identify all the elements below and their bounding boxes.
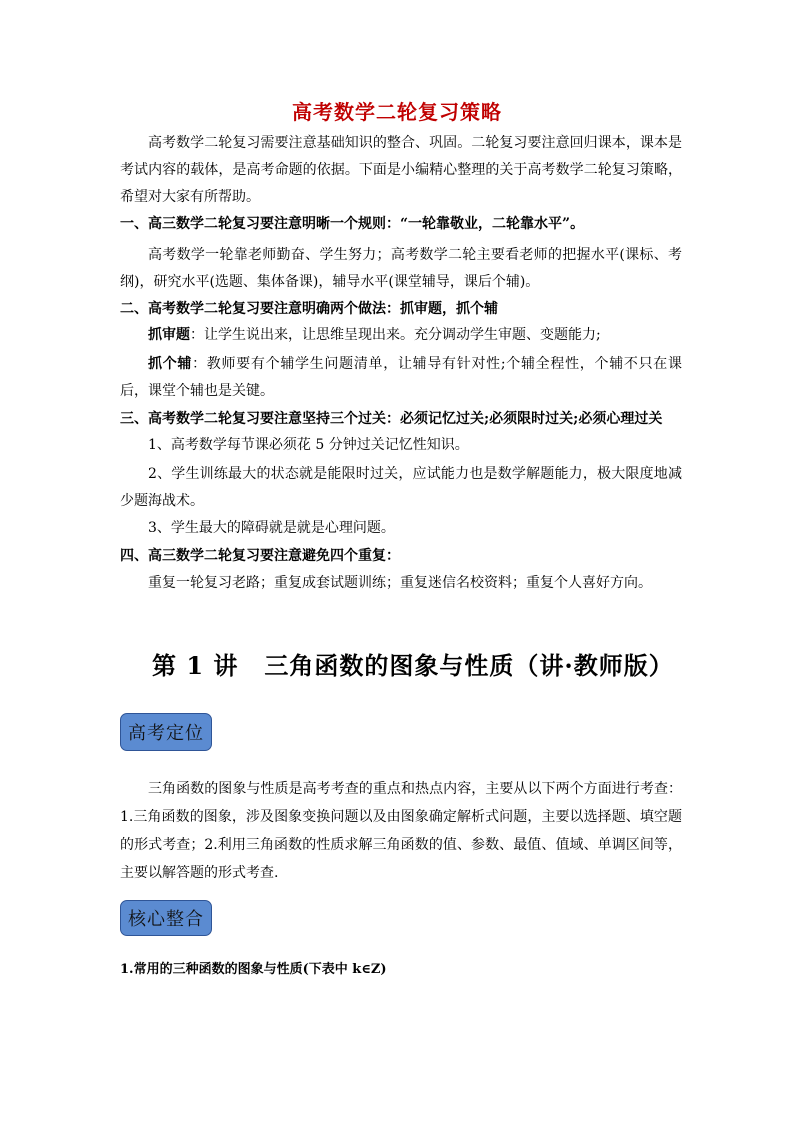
shenti-label: 抓审题 xyxy=(148,327,190,343)
section1-heading: 一、高三数学二轮复习要注意明晰一个规则：“一轮靠敬业，二轮靠水平”。 xyxy=(120,216,585,232)
subsection-heading: 1.常用的三种函数的图象与性质(下表中 k∈Z) xyxy=(120,962,387,977)
section2-item-shenti xyxy=(120,322,682,349)
section1-body: 高考数学一轮靠老师勤奋、学生努力；高考数学二轮主要看老师的把握水平(课标、考纲)，研究水平(选题、集体备课)，辅导水平(课堂辅导，课后个辅)。 xyxy=(120,247,682,290)
gefu-label: 抓个辅 xyxy=(148,356,193,372)
section3-heading: 三、高考数学二轮复习要注意坚持三个过关：必须记忆过关;必须限时过关;必须心理过关 xyxy=(120,411,663,427)
section2-heading: 二、高考数学二轮复习要注意明确两个做法：抓审题，抓个辅 xyxy=(120,301,498,317)
document-title: 高考数学二轮复习策略 xyxy=(292,100,502,124)
intro-paragraph: 高考数学二轮复习需要注意基础知识的整合、巩固。二轮复习要注意回归课本，课本是考试内容的载体，是高考命题的依据。下面是小编精心整理的关于高考数学二轮复习策略，希望对大家有所帮助。 xyxy=(120,135,682,205)
gefu-text: ：教师要有个辅学生问题清单，让辅导有针对性;个辅全程性，个辅不只在课后，课堂个辅也是关键。 xyxy=(120,356,682,399)
tag-core-integration: 核心整合 xyxy=(120,900,212,936)
section4-body: 重复一轮复习老路；重复成套试题训练；重复迷信名校资料；重复个人喜好方向。 xyxy=(148,575,652,591)
section2-item-gefu xyxy=(120,351,682,405)
lesson-name: 三角函数的图象与性质（讲·教师版） xyxy=(264,651,674,680)
positioning-paragraph: 三角函数的图象与性质是高考考查的重点和热点内容，主要从以下两个方面进行考查：1.三角函数的图象，涉及图象变换问题以及由图象确定解析式问题，主要以选择题、填空题的形式考查；2.利用三角函数的性质求解三角函数的值、参数、最值、值域、单调区间等，主要以解答题的形式考查. xyxy=(120,781,682,881)
section3-point-1: 1、高考数学每节课必须花 5 分钟过关记忆性知识。 xyxy=(148,437,469,453)
lesson-title xyxy=(152,646,674,681)
section3-point-2: 2、学生训练最大的状态就是能限时过关，应试能力也是数学解题能力，极大限度地减少题海战术。 xyxy=(120,466,682,509)
shenti-text: ：让学生说出来，让思维呈现出来。充分调动学生审题、变题能力; xyxy=(190,327,601,343)
section4-heading: 四、高三数学二轮复习要注意避免四个重复： xyxy=(120,548,400,564)
lesson-number: 第 1 讲 xyxy=(152,651,239,680)
section3-point-3: 3、学生最大的障碍就是就是心理问题。 xyxy=(148,520,395,536)
tag-exam-positioning: 高考定位 xyxy=(120,713,212,751)
